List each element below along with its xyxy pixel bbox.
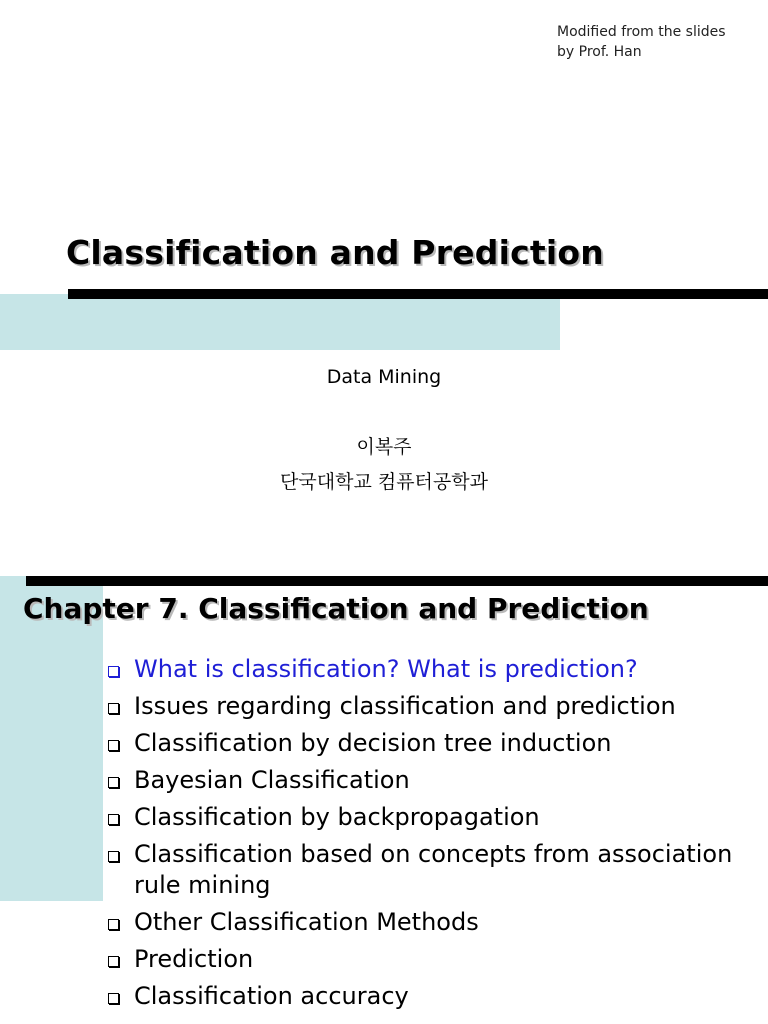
hollow-square-bullet-icon xyxy=(108,814,119,825)
hollow-square-bullet-icon xyxy=(108,851,119,862)
list-item xyxy=(104,765,764,796)
title-rule xyxy=(26,576,768,586)
title-rule xyxy=(68,289,768,299)
slide-outline xyxy=(0,576,768,1024)
list-item xyxy=(104,907,764,938)
credit-line-2: by Prof. Han xyxy=(557,44,642,60)
hollow-square-bullet-icon xyxy=(108,919,119,930)
list-item xyxy=(104,654,764,685)
list-item-text: Classification based on concepts from association rule mining xyxy=(134,840,733,899)
credit-line-1: Modified from the slides xyxy=(557,24,726,40)
list-item xyxy=(104,728,764,759)
credit-note xyxy=(557,22,726,62)
hollow-square-bullet-icon xyxy=(108,703,119,714)
list-item-text: Classification by backpropagation xyxy=(134,803,540,831)
hollow-square-bullet-icon xyxy=(108,740,119,751)
hollow-square-bullet-icon xyxy=(108,777,119,788)
list-item xyxy=(104,802,764,833)
course-name: Data Mining xyxy=(326,366,442,388)
list-item-text: Prediction xyxy=(134,945,254,973)
list-item-text: Bayesian Classification xyxy=(134,766,410,794)
department-name: 단국대학교 컴퓨터공학과 xyxy=(280,471,488,493)
hollow-square-bullet-icon xyxy=(108,666,119,677)
list-item-text: Other Classification Methods xyxy=(134,908,479,936)
list-item xyxy=(104,839,764,901)
list-item xyxy=(104,944,764,975)
chapter-title: Chapter 7. Classification and Prediction xyxy=(23,592,649,625)
outline-list xyxy=(104,654,764,1018)
list-item-text: What is classification? What is prediction? xyxy=(134,655,638,683)
list-item xyxy=(104,981,764,1012)
accent-band xyxy=(0,294,560,350)
list-item-text: Issues regarding classification and prediction xyxy=(134,692,676,720)
author-name: 이복주 xyxy=(356,436,412,458)
list-item-text: Classification by decision tree induction xyxy=(134,729,612,757)
list-item xyxy=(104,691,764,722)
slide-title: Classification and Prediction xyxy=(66,233,604,272)
hollow-square-bullet-icon xyxy=(108,956,119,967)
list-item-text: Classification accuracy xyxy=(134,982,409,1010)
hollow-square-bullet-icon xyxy=(108,993,119,1004)
